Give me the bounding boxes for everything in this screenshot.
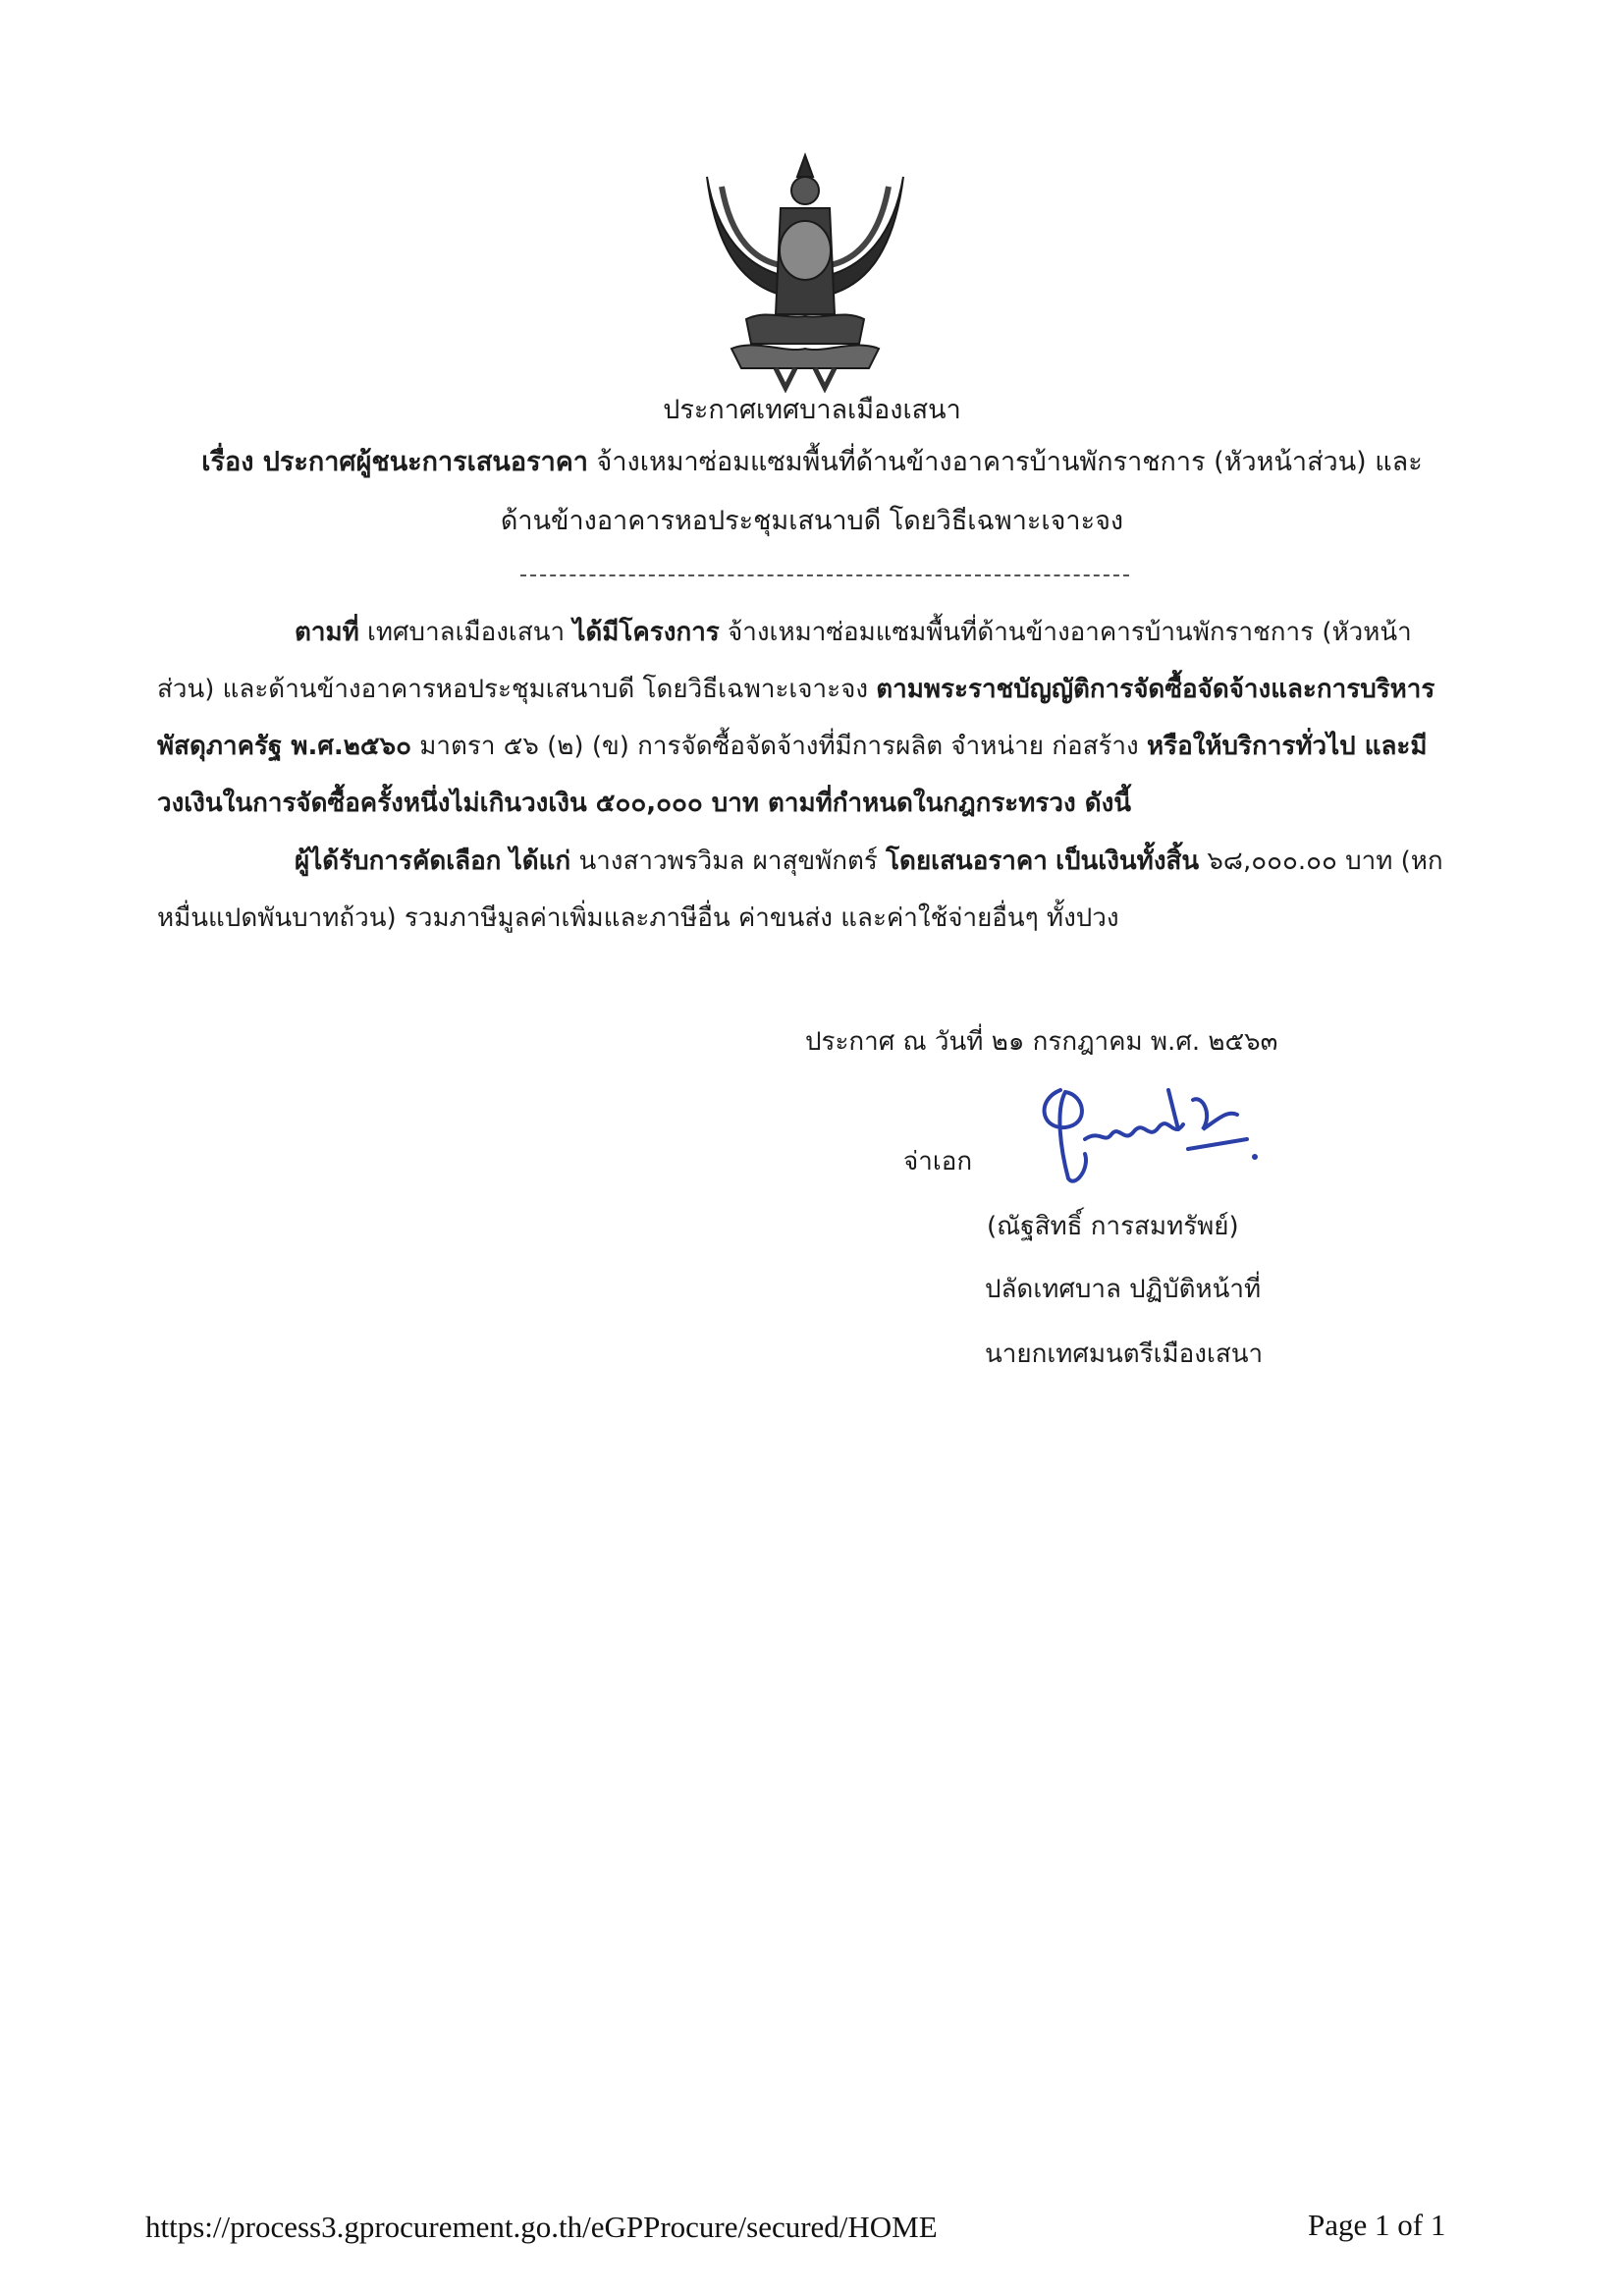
signer-position-1: ปลัดเทศบาล ปฏิบัติหน้าที่ bbox=[985, 1275, 1262, 1304]
p2-words: (หกหมื่นแปดพันบาทถ้วน) bbox=[157, 847, 1443, 933]
p1-lead: ตามที่ bbox=[295, 618, 359, 647]
subject-line-2: ด้านข้างอาคารหอประชุมเสนาบดี โดยวิธีเฉพาะเจาะจง bbox=[500, 506, 1124, 536]
handwritten-signature bbox=[1031, 1070, 1267, 1198]
signer-name: (ณัฐสิทธิ์ การสมทรัพย์) bbox=[987, 1212, 1239, 1241]
p1-org: เทศบาลเมืองเสนา bbox=[367, 618, 566, 647]
subject-text-1: จ้างเหมาซ่อมแซมพื้นที่ด้านข้างอาคารบ้านพักราชการ (หัวหน้าส่วน) และ bbox=[596, 447, 1423, 477]
p1-has: ได้มีโครงการ bbox=[572, 618, 720, 647]
p1-rest-a: ตามพระราชบัญญัติการจัดซื้อจัดจ้างและการบริหารพัสดุภาครัฐ พ.ศ.๒๕๖๐ bbox=[157, 675, 1435, 761]
page-number: Page 1 of 1 bbox=[1308, 2208, 1446, 2242]
announcement-date: ประกาศ ณ วันที่ ๒๑ กรกฎาคม พ.ศ. ๒๕๖๓ bbox=[805, 1027, 1278, 1057]
p1-rest-c: หรือให้บริการทั่วไป และมีวงเงินในการจัดซื้อครั้งหนึ่งไม่เกินวงเงิน ๕๐๐,๐๐๐ บาท ตามที่กำหนดในกฎกระทรวง ดังนี้ bbox=[157, 732, 1428, 818]
garuda-emblem-icon bbox=[687, 147, 923, 393]
subject-line-1 bbox=[0, 440, 1624, 482]
p2-lead: ผู้ได้รับการคัดเลือก bbox=[295, 847, 502, 876]
p2-got: ได้แก่ bbox=[509, 847, 571, 876]
announcement-title: ประกาศเทศบาลเมืองเสนา bbox=[663, 395, 961, 425]
separator-line bbox=[520, 574, 1129, 576]
p2-winner: นางสาวพรวิมล ผาสุขพักตร์ bbox=[578, 847, 878, 876]
p1-rest-b: มาตรา ๕๖ (๒) (ข) การจัดซื้อจัดจ้างที่มีการผลิต จำหน่าย ก่อสร้าง bbox=[419, 732, 1139, 761]
paragraph-project bbox=[157, 604, 1468, 832]
paragraph-winner bbox=[157, 833, 1468, 947]
subject-label: เรื่อง ประกาศผู้ชนะการเสนอราคา bbox=[201, 447, 588, 477]
p2-rest: รวมภาษีมูลค่าเพิ่มและภาษีอื่น ค่าขนส่ง และค่าใช้จ่ายอื่นๆ ทั้งปวง bbox=[404, 903, 1119, 933]
p1-project: จ้างเหมาซ่อมแซมพื้นที่ด้านข้างอาคารบ้านพักราชการ (หัวหน้าส่วน) และด้านข้างอาคารหอประชุมเสนาบดี โดยวิธีเฉพาะเจาะจง bbox=[157, 618, 1412, 704]
signer-rank: จ่าเอก bbox=[903, 1147, 973, 1176]
p2-offer: โดยเสนอราคา bbox=[886, 847, 1048, 876]
footer-url: https://process3.gprocurement.go.th/eGPProcure/secured/HOME bbox=[145, 2210, 938, 2244]
signer-position-2: นายกเทศมนตรีเมืองเสนา bbox=[985, 1339, 1264, 1369]
p2-amount: ๖๘,๐๐๐.๐๐ บาท bbox=[1207, 847, 1393, 876]
p2-total: เป็นเงินทั้งสิ้น bbox=[1056, 847, 1200, 876]
